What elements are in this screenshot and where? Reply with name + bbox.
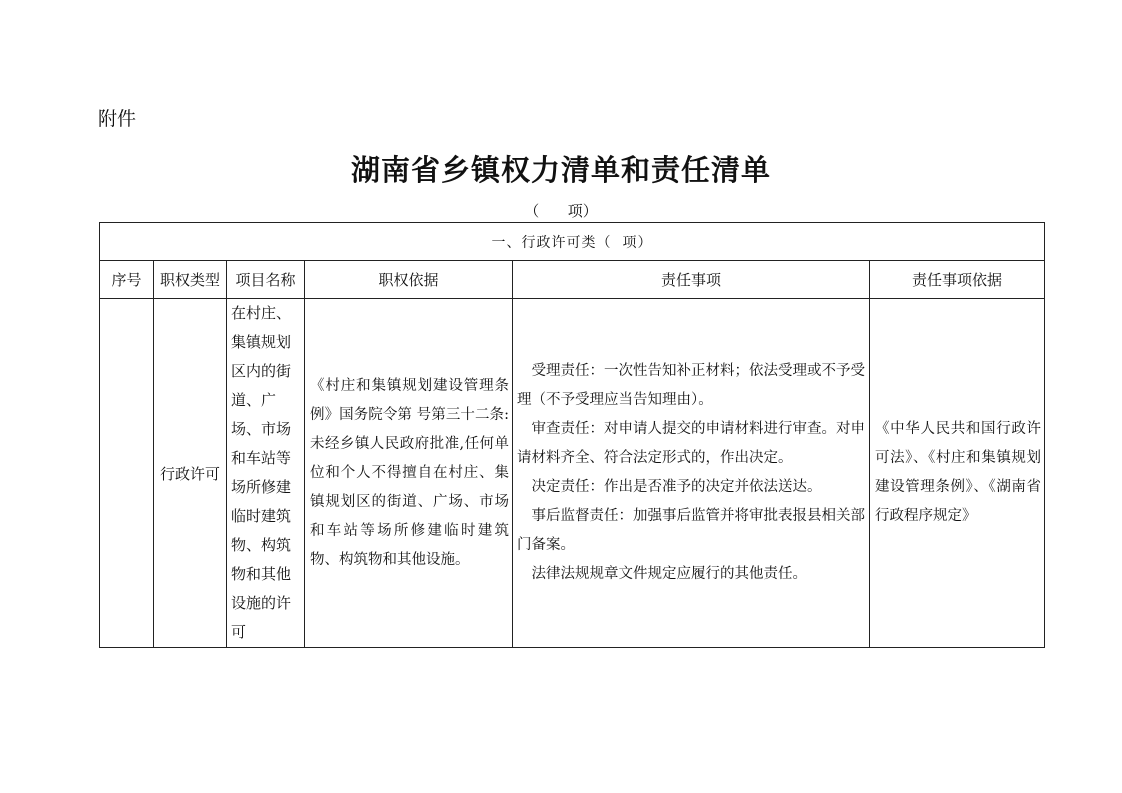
header-item-name: 项目名称 bbox=[227, 261, 305, 299]
cell-seq bbox=[100, 299, 154, 648]
header-responsibility-basis: 责任事项依据 bbox=[870, 261, 1045, 299]
table-row bbox=[100, 299, 1045, 648]
page-title: 湖南省乡镇权力清单和责任清单 bbox=[350, 153, 771, 187]
page-subtitle: （ 项） bbox=[524, 202, 598, 220]
power-responsibility-table bbox=[99, 222, 1045, 648]
responsibility-item: 法律法规规章文件规定应履行的其他责任。 bbox=[531, 566, 807, 582]
cell-responsibilities bbox=[513, 299, 870, 648]
header-power-basis: 职权依据 bbox=[305, 261, 513, 299]
cell-power-type: 行政许可 bbox=[154, 299, 227, 648]
header-responsibilities: 责任事项 bbox=[513, 261, 870, 299]
responsibility-item: 审查责任：对申请人提交的申请材料进行审查。对申请材料齐全、符合法定形式的，作出决定。 bbox=[517, 421, 865, 466]
responsibility-item: 事后监督责任：加强事后监管并将审批表报县相关部门备案。 bbox=[517, 508, 865, 553]
responsibility-item: 受理责任：一次性告知补正材料；依法受理或不予受理（不予受理应当告知理由）。 bbox=[517, 363, 865, 408]
header-power-type: 职权类型 bbox=[154, 261, 227, 299]
cell-item-name: 在村庄、集镇规划区内的街道、广场、市场和车站等场所修建临时建筑物、构筑物和其他设施的许可 bbox=[227, 299, 305, 648]
section-row bbox=[100, 223, 1045, 261]
cell-power-basis: 《村庄和集镇规划建设管理条例》国务院令第 号第三十二条:未经乡镇人民政府批准,任何单位和个人不得擅自在村庄、集镇规划区的街道、广场、市场和车站等场所修建临时建筑物、构筑物和其他设施。 bbox=[305, 299, 513, 648]
header-row bbox=[100, 261, 1045, 299]
attachment-label: 附件 bbox=[98, 108, 137, 130]
header-seq: 序号 bbox=[100, 261, 154, 299]
section-title: 一、行政许可类（ 项） bbox=[100, 223, 1045, 261]
cell-responsibility-basis: 《中华人民共和国行政许可法》、《村庄和集镇规划建设管理条例》、《湖南省行政程序规定》 bbox=[870, 299, 1045, 648]
responsibility-item: 决定责任：作出是否准予的决定并依法送达。 bbox=[531, 479, 822, 495]
